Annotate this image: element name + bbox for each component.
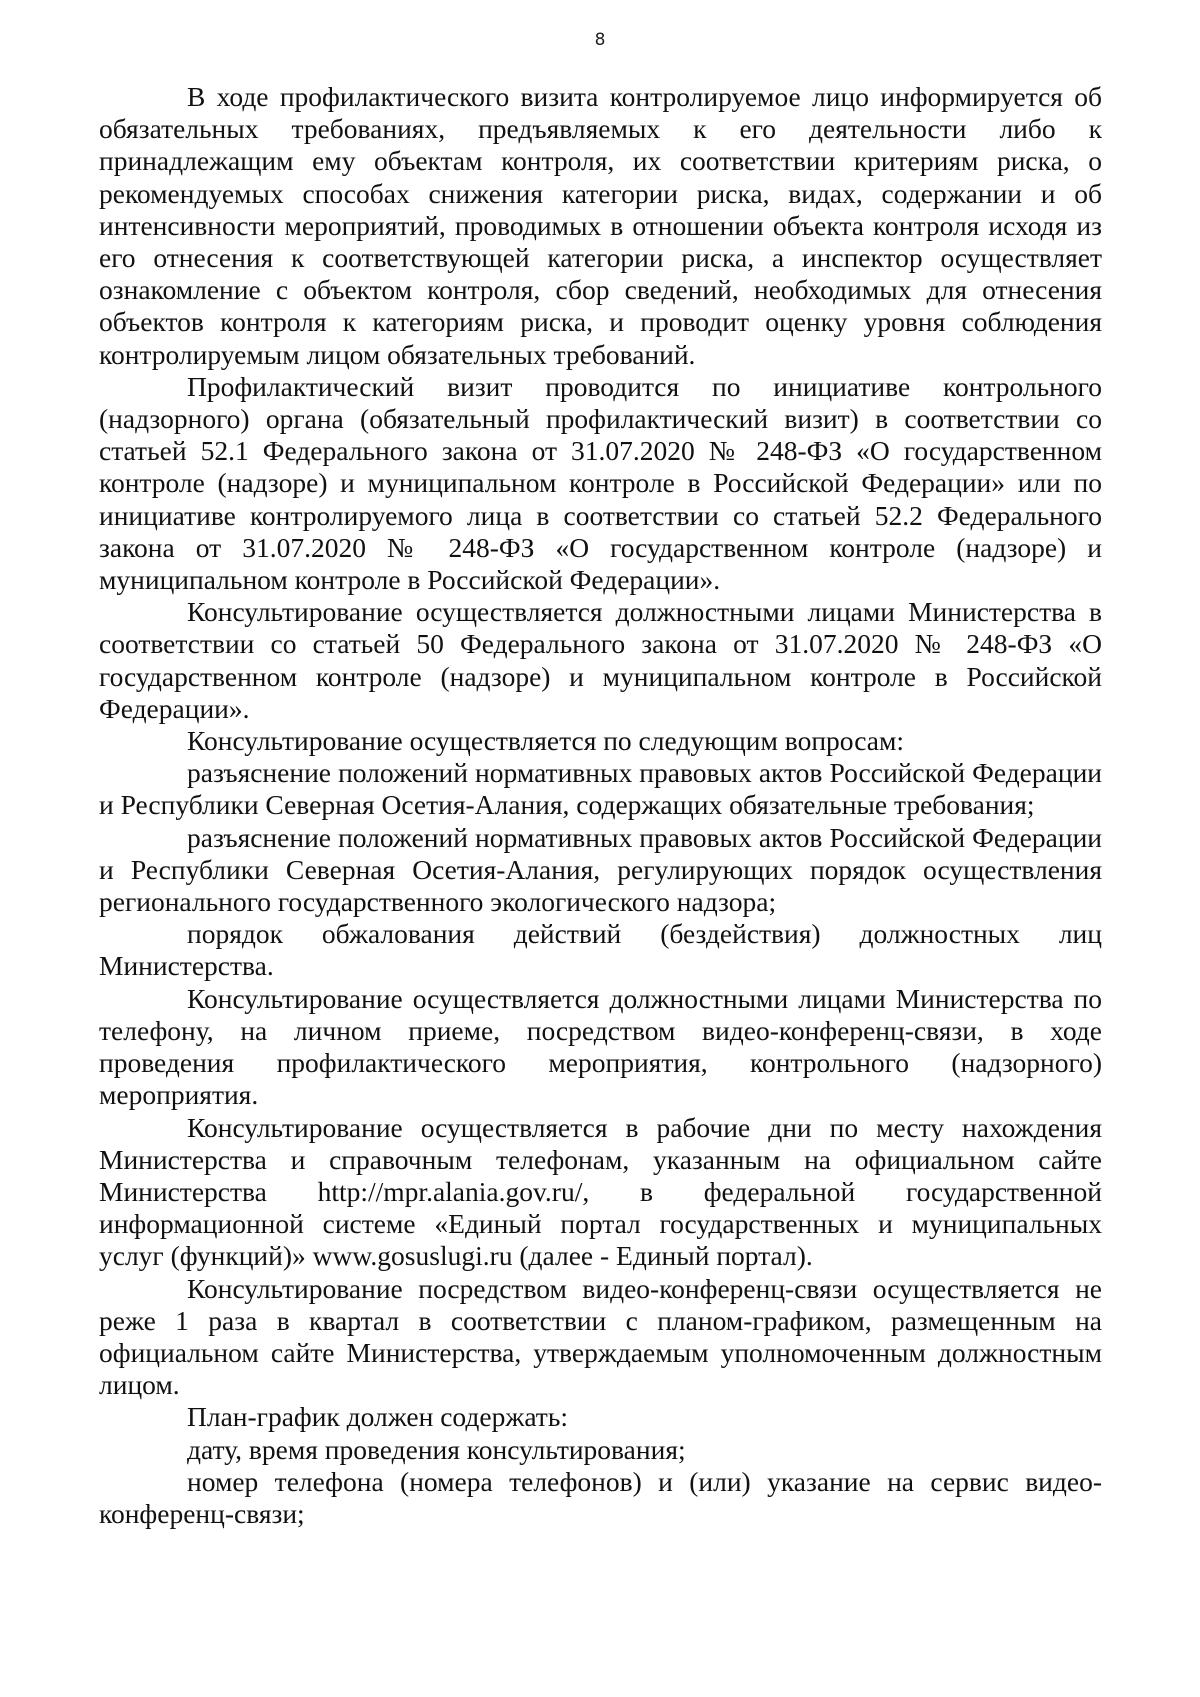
- paragraph-consulting-officials: Консультирование осуществляется должностными лицами Министерства в соответствии со статьей 50 Федерального закона от 31.07.2020 № 248-ФЗ «О государственном контроле (надзоре) и муниципальном контроле в Российской Федерации».: [99, 596, 1102, 724]
- paragraph-preventive-visit-info: В ходе профилактического визита контролируемое лицо информируется об обязательных требованиях, предъявляемых к его деятельности либо к принадлежащим ему объектам контроля, их соответствии критериям риска, о рекомендуемых способах снижения категории риска, видах, содержании и об интенсивности мероприятий, проводимых в отношении объекта контроля исходя из его отнесения к соответствующей категории риска, а инспектор осуществляет ознакомление с объектом контроля, сбор сведений, необходимых для отнесения объектов контроля к категориям риска, и проводит оценку уровня соблюдения контролируемым лицом обязательных требований.: [99, 81, 1102, 370]
- paragraph-topic-appeal-procedure: порядок обжалования действий (бездействия) должностных лиц Министерства.: [99, 918, 1102, 982]
- paragraph-plan-contents-intro: План-график должен содержать:: [187, 1401, 569, 1433]
- paragraph-topic-mandatory-requirements: разъяснение положений нормативных правовых актов Российской Федерации и Республики Северная Осетия-Алания, содержащих обязательные требования;: [99, 757, 1102, 821]
- page-number: 8: [594, 30, 606, 50]
- paragraph-consulting-schedule-contacts: Консультирование осуществляется в рабочие дни по месту нахождения Министерства и справочным телефонам, указанным на официальном сайте Министерства http://mpr.alania.gov.ru/, в федеральной государственной информационной системе «Единый портал государственных и муниципальных услуг (функций)» www.gosuslugi.ru (далее - Единый портал).: [99, 1111, 1102, 1272]
- paragraph-video-consulting-frequency: Консультирование посредством видео-конференц-связи осуществляется не реже 1 раза в квартал в соответствии с планом-графиком, размещенным на официальном сайте Министерства, утверждаемым уполномоченным должностным лицом.: [99, 1272, 1102, 1401]
- paragraph-consulting-channels: Консультирование осуществляется должностными лицами Министерства по телефону, на личном приеме, посредством видео-конференц-связи, в ходе проведения профилактического мероприятия, контрольного (надзорного) мероприятия.: [99, 982, 1102, 1111]
- paragraph-consulting-topics-intro: Консультирование осуществляется по следующим вопросам:: [187, 725, 905, 757]
- paragraph-plan-item-phone-service: номер телефона (номера телефонов) и (или) указание на сервис видео-конференц-связи;: [99, 1465, 1102, 1529]
- document-body: [99, 81, 1102, 1530]
- paragraph-topic-supervision-procedure: разъяснение положений нормативных правовых актов Российской Федерации и Республики Северная Осетия-Алания, регулирующих порядок осуществления регионального государственного экологического надзора;: [99, 821, 1102, 918]
- paragraph-plan-item-date-time: дату, время проведения консультирования;: [187, 1433, 686, 1465]
- paragraph-preventive-visit-initiative: Профилактический визит проводится по инициативе контрольного (надзорного) органа (обязательный профилактический визит) в соответствии со статьей 52.1 Федерального закона от 31.07.2020 № 248-ФЗ «О государственном контроле (надзоре) и муниципальном контроле в Российской Федерации» или по инициативе контролируемого лица в соответствии со статьей 52.2 Федерального закона от 31.07.2020 № 248-ФЗ «О государственном контроле (надзоре) и муниципальном контроле в Российской Федерации».: [99, 370, 1102, 596]
